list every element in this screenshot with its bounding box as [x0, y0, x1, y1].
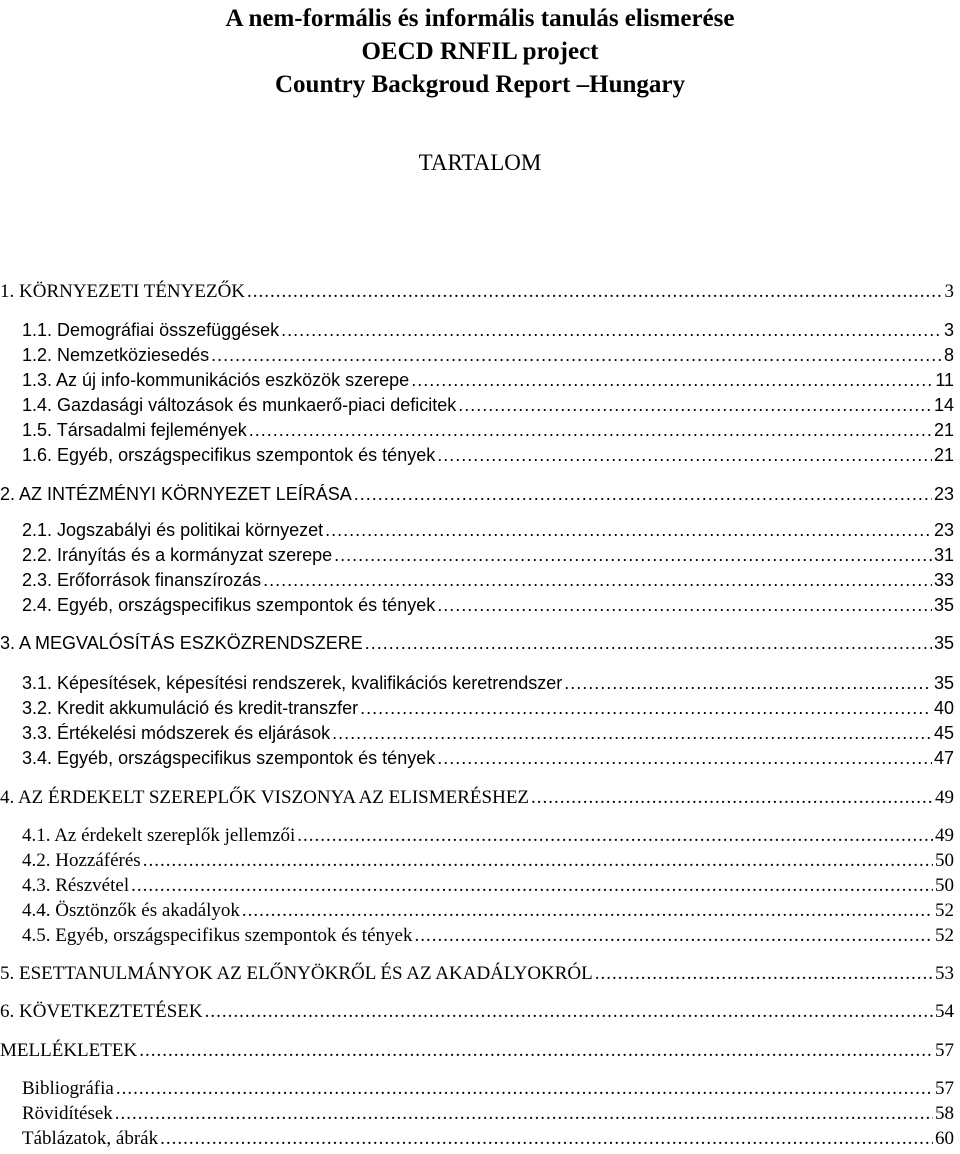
toc-entry-page: 21 [933, 420, 954, 440]
toc-entry-3-4[interactable] [0, 746, 954, 770]
toc-entry-page: 52 [935, 900, 954, 921]
toc-entry-label: Táblázatok, ábrák [22, 1128, 159, 1149]
toc-entry-label: 2.1. Jogszabályi és politikai környezet [22, 520, 324, 540]
toc-entry-label: 1.2. Nemzetköziesedés [22, 345, 210, 365]
toc-entry-page: 21 [933, 445, 954, 465]
toc-entry-4-3[interactable] [0, 874, 954, 898]
toc-entry-label: Bibliográfia [22, 1078, 114, 1099]
toc-entry-2[interactable] [0, 482, 954, 506]
toc-entry-label: 4. AZ ÉRDEKELT SZEREPLŐK VISZONYA AZ ELISMERÉSHEZ [0, 787, 530, 808]
toc-entry-page: 57 [935, 1078, 954, 1099]
toc-entry-page: 52 [935, 925, 954, 946]
toc-entry-label: 1.5. Társadalmi fejlemények [22, 420, 247, 440]
toc-entry-4-4[interactable] [0, 899, 954, 923]
toc-entry-page: 35 [933, 673, 954, 693]
toc-entry-3-1[interactable] [0, 671, 954, 695]
toc-entry-label: 2.4. Egyéb, országspecifikus szempontok és tények [22, 595, 436, 615]
toc-entry-page: 3 [944, 281, 954, 302]
toc-entry-page: 23 [933, 484, 954, 504]
toc-entry-page: 60 [935, 1128, 954, 1149]
toc-entry-label: Rövidítések [22, 1103, 113, 1124]
toc-entry-label: 3.3. Értékelési módszerek és eljárások [22, 723, 331, 743]
toc-entry-label: MELLÉKLETEK [0, 1040, 138, 1061]
toc-entry-4-5[interactable] [0, 924, 954, 948]
toc-entry-label: 1. KÖRNYEZETI TÉNYEZŐK [0, 281, 246, 302]
toc-entry-page: 35 [933, 633, 954, 653]
toc-entry-page: 54 [935, 1001, 954, 1022]
toc-entry-label: 3.4. Egyéb, országspecifikus szempontok és tények [22, 748, 436, 768]
toc-entry-page: 35 [933, 595, 954, 615]
toc-entry-1-4[interactable] [0, 393, 954, 417]
toc-entry-label: 4.2. Hozzáférés [22, 850, 141, 871]
toc-entry-label: 4.3. Részvétel [22, 875, 130, 896]
toc-entry-4-2[interactable] [0, 849, 954, 873]
toc-entry-1-6[interactable] [0, 443, 954, 467]
toc-entry-label: 1.1. Demográfiai összefüggések [22, 320, 280, 340]
toc-entry-page: 49 [935, 787, 954, 808]
toc-entry-2-2[interactable] [0, 543, 954, 567]
toc-heading: TARTALOM [418, 150, 542, 175]
toc-entry-label: 3.1. Képesítések, képesítési rendszerek, kvalifikációs keretrendszer [22, 673, 563, 693]
toc-entry-3-2[interactable] [0, 696, 954, 720]
toc-entry-label: 6. KÖVETKEZTETÉSEK [0, 1001, 203, 1022]
toc-entry-1[interactable] [0, 280, 954, 304]
toc-entry-page: 50 [935, 875, 954, 896]
toc-entry-2-3[interactable] [0, 568, 954, 592]
toc-entry-page: 3 [943, 320, 954, 340]
toc-entry-1-1[interactable] [0, 318, 954, 342]
toc-entry-2-4[interactable] [0, 593, 954, 617]
toc-entry-page: 31 [933, 545, 954, 565]
toc-entry-label: 2.2. Irányítás és a kormányzat szerepe [22, 545, 333, 565]
toc-entry-label: 3.2. Kredit akkumuláció és kredit-transzfer [22, 698, 359, 718]
toc-entry-1-5[interactable] [0, 418, 954, 442]
toc-entry-page: 11 [935, 370, 954, 390]
toc-entry-4-1[interactable] [0, 824, 954, 848]
toc-entry-label: 1.4. Gazdasági változások és munkaerő-piaci deficitek [22, 395, 457, 415]
toc-entry-page: 53 [935, 963, 954, 984]
title-line-3: Country Backgroud Report –Hungary [275, 71, 685, 98]
toc-entry-page: 58 [935, 1103, 954, 1124]
toc-entry-5[interactable] [0, 962, 954, 986]
toc-entry-page: 40 [933, 698, 954, 718]
toc-entry-appendices[interactable] [0, 1039, 954, 1063]
toc-entry-label: 2.3. Erőforrások finanszírozás [22, 570, 262, 590]
toc-entry-page: 33 [933, 570, 954, 590]
toc-entry-page: 45 [933, 723, 954, 743]
toc-entry-3-3[interactable] [0, 721, 954, 745]
toc-entry-abbreviations[interactable] [0, 1102, 954, 1126]
toc-entry-label: 3. A MEGVALÓSÍTÁS ESZKÖZRENDSZERE [0, 633, 363, 653]
toc-entry-page: 47 [933, 748, 954, 768]
toc-entry-label: 1.3. Az új info-kommunikációs eszközök szerepe [22, 370, 410, 390]
title-line-1: A nem-formális és informális tanulás elismerése [225, 5, 735, 32]
toc-entry-page: 50 [935, 850, 954, 871]
toc-entry-3[interactable] [0, 631, 954, 655]
toc-entry-label: 5. ESETTANULMÁNYOK AZ ELŐNYÖKRŐL ÉS AZ AKADÁLYOKRÓL [0, 963, 593, 984]
toc-entry-label: 2. AZ INTÉZMÉNYI KÖRNYEZET LEÍRÁSA [0, 484, 352, 504]
toc-entry-4[interactable] [0, 786, 954, 810]
toc-entry-page: 49 [935, 825, 954, 846]
toc-entry-label: 4.4. Ösztönzők és akadályok [22, 900, 240, 921]
toc-entry-page: 57 [935, 1040, 954, 1061]
toc-entry-1-2[interactable] [0, 343, 954, 367]
toc-entry-page: 8 [943, 345, 954, 365]
toc-entry-6[interactable] [0, 1000, 954, 1024]
title-line-2: OECD RNFIL project [361, 38, 599, 65]
toc-entry-label: 4.1. Az érdekelt szereplők jellemzői [22, 825, 296, 846]
toc-entry-label: 4.5. Egyéb, országspecifikus szempontok és tények [22, 925, 413, 946]
document-title [0, 0, 960, 101]
toc-entry-page: 14 [933, 395, 954, 415]
toc-entry-1-3[interactable] [0, 368, 954, 392]
toc-entry-tables-figures[interactable] [0, 1127, 954, 1151]
toc-entry-bibliography[interactable] [0, 1077, 954, 1101]
toc-entry-page: 23 [933, 520, 954, 540]
toc-entry-2-1[interactable] [0, 518, 954, 542]
toc-entry-label: 1.6. Egyéb, országspecifikus szempontok és tények [22, 445, 436, 465]
